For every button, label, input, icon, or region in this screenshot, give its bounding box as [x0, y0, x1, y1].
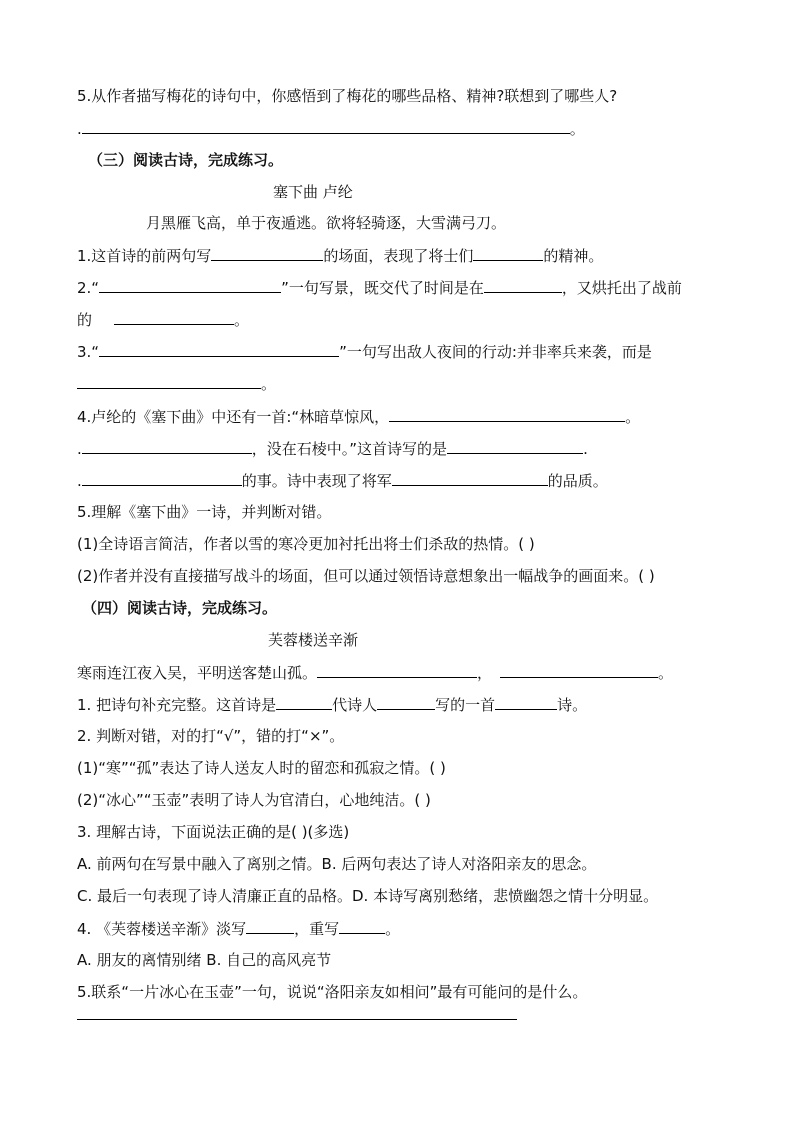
answer-blank[interactable]: [500, 662, 658, 678]
answer-blank[interactable]: [392, 470, 548, 486]
answer-blank[interactable]: [82, 438, 252, 454]
question-4-4: 4. 《芙蓉楼送辛渐》淡写 ，重写 。: [77, 920, 401, 938]
question-3-4-cont: . ，没在石棱中。”这首诗写的是 .: [77, 440, 588, 458]
question-4-3-options-ab: A. 前两句在写景中融入了离别之情。B. 后两句表达了诗人对洛阳亲友的思念。: [77, 855, 597, 873]
answer-blank[interactable]: [276, 694, 332, 710]
answer-blank[interactable]: [389, 406, 625, 422]
question-4-3: 3. 理解古诗，下面说法正确的是( )(多选): [77, 823, 350, 841]
answer-blank[interactable]: [484, 277, 562, 293]
question-4-2-1: (1)“寒”“孤”表达了诗人送友人时的留恋和孤寂之情。( ): [77, 759, 446, 777]
question-3-5-2: (2)作者并没有直接描写战斗的场面，但可以通过领悟诗意想象出一幅战争的画面来。( ): [77, 567, 655, 585]
answer-blank[interactable]: [82, 118, 570, 134]
answer-blank[interactable]: [246, 918, 294, 934]
question-3-4: 4.卢纶的《塞下曲》中还有一首:“林暗草惊风， 。: [77, 408, 641, 426]
question-3-1: 1.这首诗的前两句写 的场面，表现了将士们 的精神。: [77, 247, 604, 265]
poem-text-saixiaqu: 月黑雁飞高，单于夜遁逃。欲将轻骑逐，大雪满弓刀。: [146, 214, 507, 232]
question-4-3-options-cd: C. 最后一句表现了诗人清廉正直的品格。D. 本诗写离别愁绪，悲愤幽怨之情十分明显。: [77, 887, 659, 905]
question-3-5-1: (1)全诗语言简洁，作者以雪的寒冷更加衬托出将士们杀敌的热情。( ): [77, 535, 535, 553]
answer-blank[interactable]: [99, 341, 339, 357]
question-4-1: 1. 把诗句补充完整。这首诗是 代诗人 写的一首 诗。: [77, 696, 588, 714]
question-4-4-options: A. 朋友的离情别绪 B. 自己的高风亮节: [77, 951, 332, 969]
poem-text-furonglou: 寒雨连江夜入吴，平明送客楚山孤。 ， 。: [77, 664, 674, 682]
poem-title-furonglou: 芙蓉楼送辛渐: [268, 631, 359, 649]
question-3-2-cont: 的 。: [77, 311, 250, 329]
question-3-4-cont2: . 的事。诗中表现了将军 的品质。: [77, 472, 608, 490]
question-4-2-2: (2)“冰心”“玉壶”表明了诗人为官清白，心地纯洁。( ): [77, 791, 431, 809]
question-3-5: 5.理解《塞下曲》一诗，并判断对错。: [77, 503, 332, 521]
answer-line-4-5[interactable]: [77, 1019, 517, 1020]
answer-blank[interactable]: [211, 245, 323, 261]
answer-blank[interactable]: [339, 918, 385, 934]
answer-blank[interactable]: [447, 438, 583, 454]
question-4-5: 5.联系“一片冰心在玉壶”一句，说说“洛阳亲友如相问”最有可能问的是什么。: [77, 983, 588, 1001]
question-3-3-cont: 。: [77, 373, 276, 394]
poem-title-saixiaqu: 塞下曲 卢纶: [273, 183, 353, 201]
answer-blank[interactable]: [377, 694, 435, 710]
answer-blank[interactable]: [114, 309, 234, 325]
answer-blank[interactable]: [317, 662, 477, 678]
answer-blank[interactable]: [82, 470, 242, 486]
question-4-2: 2. 判断对错，对的打“√”，错的打“×”。: [77, 727, 345, 745]
section-3-heading: （三）阅读古诗，完成练习。: [88, 151, 284, 169]
answer-blank[interactable]: [99, 277, 281, 293]
answer-blank[interactable]: [495, 694, 557, 710]
question-3-3: 3.“ ”一句写出敌人夜间的行动:并非率兵来袭，而是: [77, 343, 652, 361]
answer-blank[interactable]: [473, 245, 543, 261]
answer-blank[interactable]: [77, 373, 261, 389]
question-2-5: 5.从作者描写梅花的诗句中，你感悟到了梅花的哪些品格、精神?联想到了哪些人?: [77, 87, 618, 105]
question-3-2: 2.“ ”一句写景，既交代了时间是在 ，又烘托出了战前: [77, 279, 682, 297]
section-4-heading: （四）阅读古诗，完成练习。: [82, 599, 278, 617]
answer-line-2-5: . 。: [77, 120, 585, 138]
